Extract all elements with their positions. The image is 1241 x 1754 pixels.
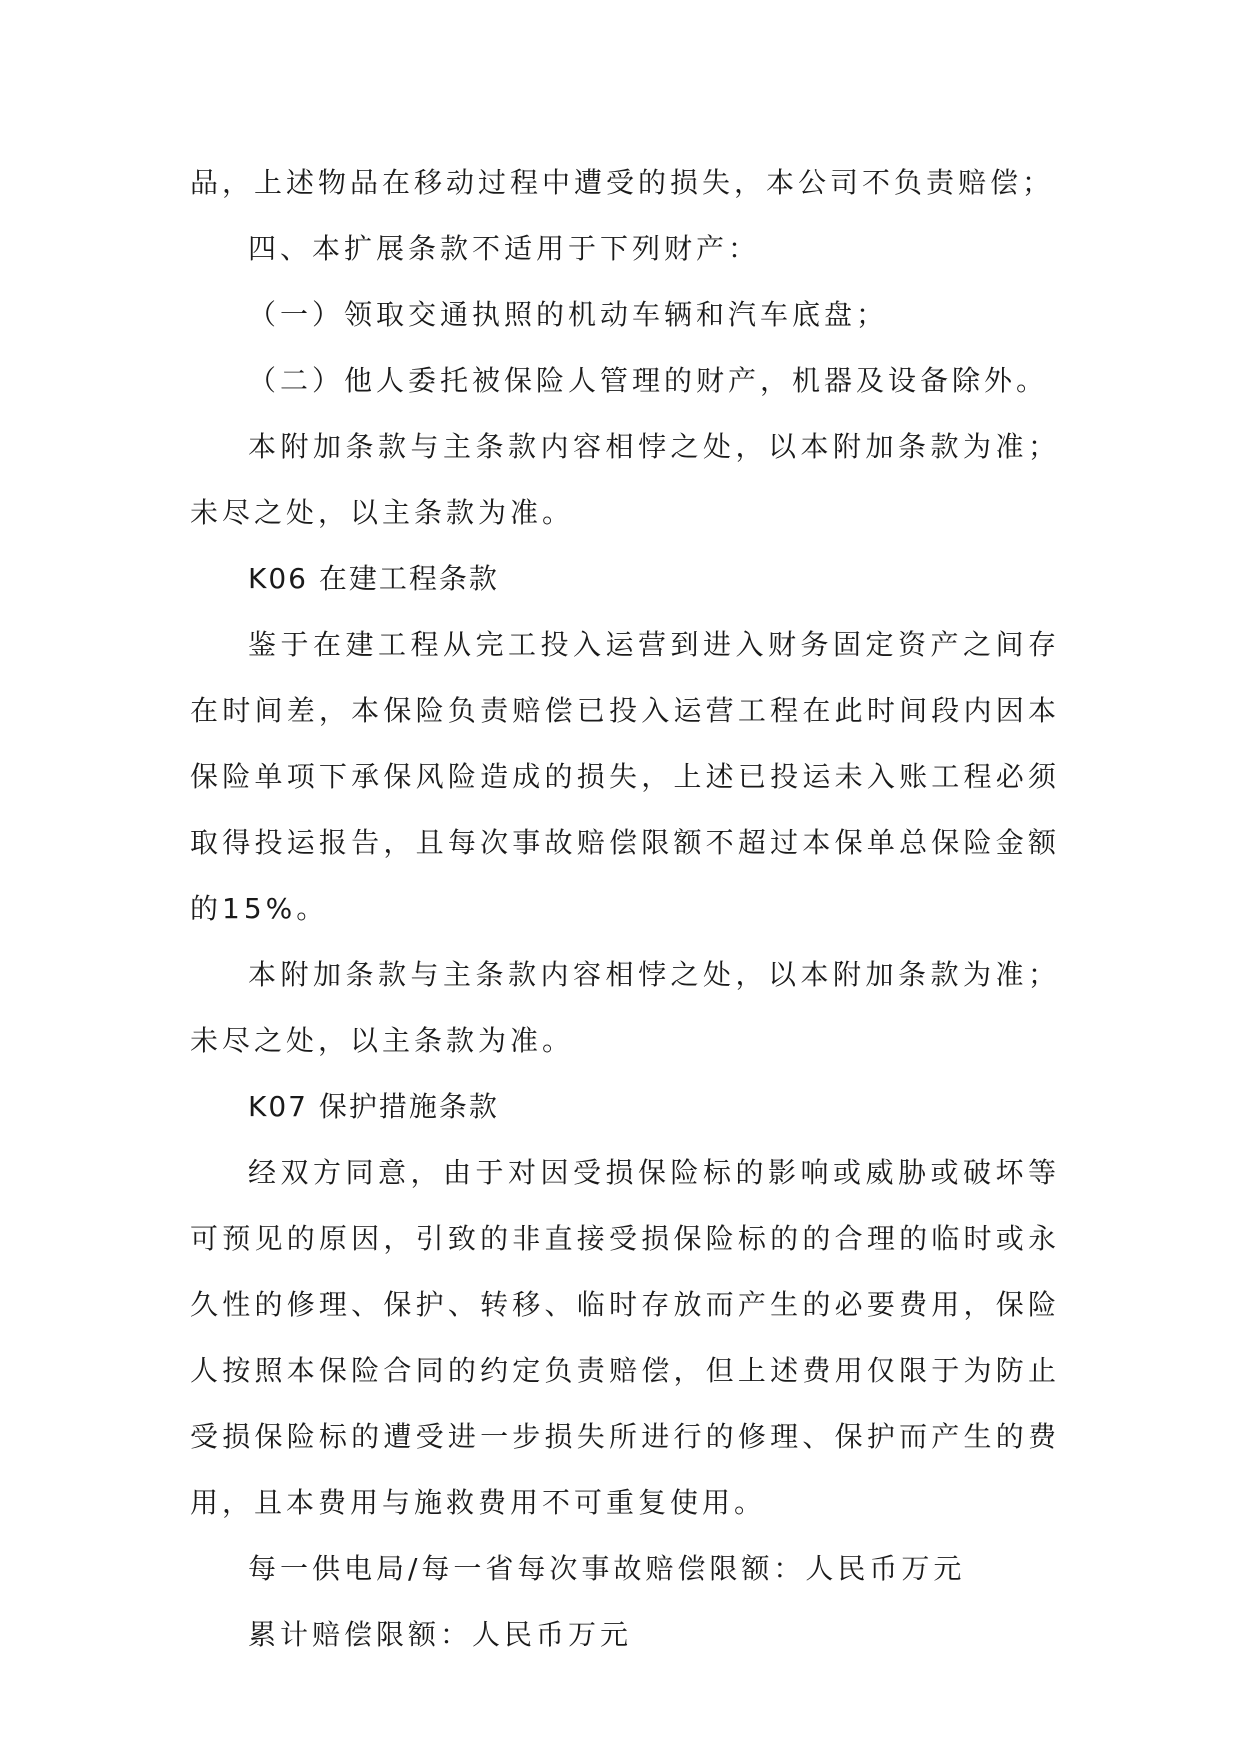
paragraph-per-accident-limit: 每一供电局/每一省每次事故赔偿限额：人民币万元 [248, 1552, 966, 1585]
paragraph-aggregate-limit: 累计赔偿限额：人民币万元 [248, 1618, 633, 1651]
paragraph-property-exclusion-end: 品，上述物品在移动过程中遭受的损失，本公司不负责赔偿； [190, 166, 1055, 199]
paragraph-precedence-note-2: 本附加条款与主条款内容相悖之处，以本附加条款为准；未尽之处，以主条款为准。 [190, 958, 1060, 1057]
clause-heading-k06: K06 在建工程条款 [248, 562, 499, 595]
paragraph-k07-body: 经双方同意，由于对因受损保险标的影响或威胁或破坏等可预见的原因，引致的非直接受损保险标的的合理的临时或永久性的修理、保护、转移、临时存放而产生的必要费用，保险人按照本保险合同的约定负责赔偿，但上述费用仅限于为防止受损保险标的遭受进一步损失所进行的修理、保护而产生的费用，且本费用与施救费用不可重复使用。 [190, 1156, 1060, 1519]
clause-text-body [190, 150, 1060, 1668]
paragraph-k06-body: 鉴于在建工程从完工投入运营到进入财务固定资产之间存在时间差，本保险负责赔偿已投入运营工程在此时间段内因本保险单项下承保风险造成的损失，上述已投运未入账工程必须取得投运报告，且每次事故赔偿限额不超过本保单总保险金额的15%。 [190, 628, 1060, 925]
paragraph-item-two: （二）他人委托被保险人管理的财产，机器及设备除外。 [248, 364, 1049, 397]
clause-heading-k07: K07 保护措施条款 [248, 1090, 499, 1123]
paragraph-item-one: （一）领取交通执照的机动车辆和汽车底盘； [248, 298, 889, 331]
paragraph-section-four: 四、本扩展条款不适用于下列财产： [248, 232, 761, 265]
paragraph-precedence-note-1: 本附加条款与主条款内容相悖之处，以本附加条款为准；未尽之处，以主条款为准。 [190, 430, 1060, 529]
